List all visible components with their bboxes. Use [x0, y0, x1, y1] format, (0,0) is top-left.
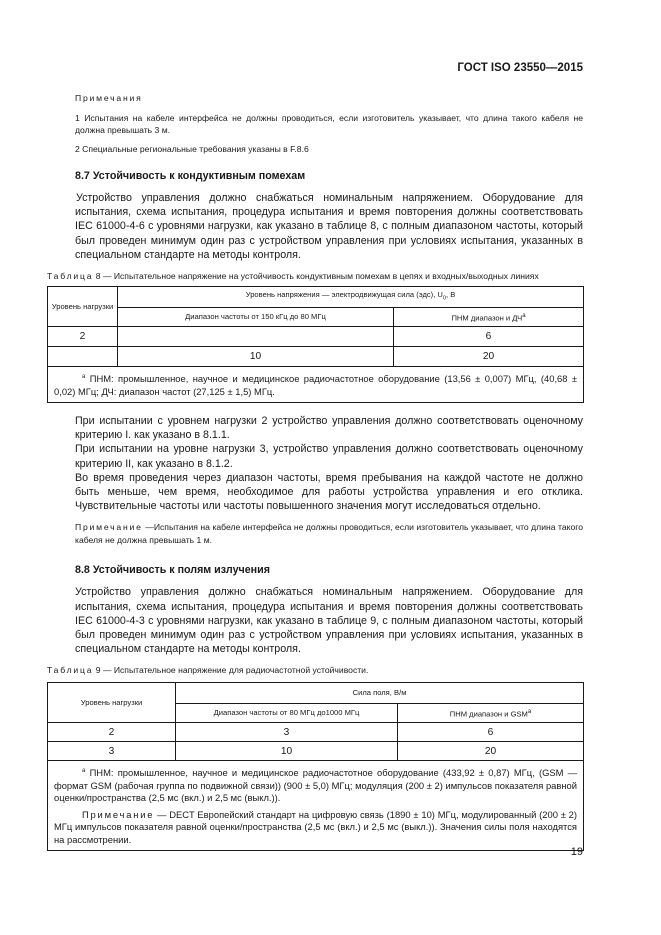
table-8-footnote: $^a$ ПНМ: промышленное, научное и медицинское радиочастотное оборудование (13,56 ± 0,007) МГц, (40,68 ± 0,02) МГц; ДЧ: диапазон частот (27,125 ± 1,5) МГц. — [48, 367, 584, 403]
section-8-7-paragraph: Устройство управления должно снабжаться номинальным напряжением. Оборудование для испытания, схема испытания, процедура испытания и время повторения должны соответствовать IEC 61000-4-6 с уровнями нагрузки, как указано в таблице 8, с полным диапазоном частоты, который был проведен минимум один раз с устройством управления при условиях испытания, указанных в специальном стандарте на методы контроля. — [75, 192, 583, 261]
table-9-col-a: Диапазон частоты от 80 МГц до1000 МГц — [176, 704, 398, 723]
table-9-row-1-b: 6 — [398, 723, 584, 742]
section-8-8-paragraph: Устройство управления должно снабжаться номинальным напряжением. Оборудование для испытания, схема испытания, процедура испытания и время повторения должны соответствовать IEC 61000-4-3 с уровнями нагрузки, как указано в таблице 9, с полным диапазоном частоты, который был проведен минимум один раз с устройством управления при условиях испытания, указанных в специальном стандарте на методы контроля. — [75, 586, 583, 656]
section-8-7-heading: 8.7 Устойчивость к кондуктивным помехам — [75, 170, 306, 182]
table-9-col-b: ПНМ диапазон и GSM$^a$ — [398, 704, 584, 723]
table-9-note: Примечание — DECT Европейский стандарт на цифровую связь (1890 ± 10) МГц, модулированный (200 ± 2) МГц импульсов показателя равной оценки/пространства (2,5 мс (вкл.) и 2,5 мс (выкл.)). Значения силы поля находятся на рассмотрении. — [54, 808, 578, 845]
section-8-8-heading: 8.8 Устойчивость к полям излучения — [75, 564, 270, 577]
note-1: 1 Испытания на кабеле интерфейса не должны проводиться, если изготовитель указывает, что длина такого кабеля не должна превышать 3 м. — [75, 112, 583, 135]
table-8-row-2-a: 10 — [118, 347, 394, 367]
table-9 — [47, 682, 584, 851]
table-8-col-a: Диапазон частоты от 150 кГц до 80 МГц — [118, 308, 394, 327]
table-9-row-1-a: 3 — [176, 723, 398, 742]
section-8-7-para-after-3: Во время проведения через диапазон частоты, время пребывания на каждой частоте не должно быть меньше, чем время, необходимое для работы устройства управления и его отклика. Чувствительные частоты или частоты повышенного значения могут исследоваться отдельно. — [75, 471, 583, 513]
table-8-row-1-b: 6 — [394, 327, 584, 347]
table-9-footnote — [48, 761, 584, 851]
page-content — [47, 92, 583, 851]
table-8-caption — [47, 271, 583, 282]
table-9-row-2-b: 20 — [398, 742, 584, 761]
table-9-col-level: Уровень нагрузки — [48, 683, 176, 723]
table-8-row-1-a — [118, 327, 394, 347]
standard-header: ГОСТ ISO 23550—2015 — [457, 62, 583, 74]
table-9-row-1-level: 2 — [48, 723, 176, 742]
table-8-caption-text: 8 — Испытательное напряжение на устойчивость кондуктивным помехам в цепях и входных/выходных линиях — [95, 271, 539, 282]
section-8-7-para-after-1: При испытании с уровнем нагрузки 2 устройство управления должно соответствовать оценочному критерию I. как указано в 8.1.1. — [75, 414, 583, 442]
table-8-row-1-level: 2 — [48, 327, 118, 347]
table-9-row-2-a: 10 — [176, 742, 398, 761]
table-9-caption: Таблица 9 — Испытательное напряжение для радиочастотной устойчивости. — [47, 665, 369, 676]
table-8-col-b: ПНМ диапазон и $ДЧ^a$ — [394, 308, 584, 327]
table-8 — [47, 286, 584, 403]
note-2: 2 Специальные региональные требования указаны в F.8.6 — [75, 143, 309, 154]
table-8-row-2-level — [48, 347, 118, 367]
table-9-row-2-level: 3 — [48, 742, 176, 761]
notes-title: Примечания — [75, 93, 143, 103]
section-8-7-note: Примечание —Испытания на кабеле интерфейса не должны проводиться, если изготовитель указывает, что длина такого кабеля не должна превышать 1 м. — [75, 522, 583, 545]
table-9-col-group: Сила поля, В/м — [176, 683, 584, 704]
table-8-row-2-b: 20 — [394, 347, 584, 367]
table-8-caption-label: Таблица — [47, 271, 94, 282]
page-number: 19 — [570, 846, 583, 858]
table-8-col-group: Уровень напряжения — электродвижущая сила (эдс), $U_0$, В — [118, 287, 584, 308]
table-8-col-level: Уровень нагрузки — [48, 287, 118, 327]
table-9-footnote-text: $^a$ ПНМ: промышленное, научное и медицинское радиочастотное оборудование (433,92 ± 0,87) МГц, (GSM — формат GSM (рабочая группа по подвижной связи)) (900 ± 5,0) МГц; модуляция (200 ± 2) импульсов показателя равной оценки/пространства (2,5 мс (вкл.) и 2,5 мс (выкл.)). — [54, 767, 578, 804]
section-8-7-para-after-2: При испытании на уровне нагрузки 3, устройство управления должно соответствовать оценочному критерию II, как указано в 8.1.2. — [75, 443, 583, 470]
